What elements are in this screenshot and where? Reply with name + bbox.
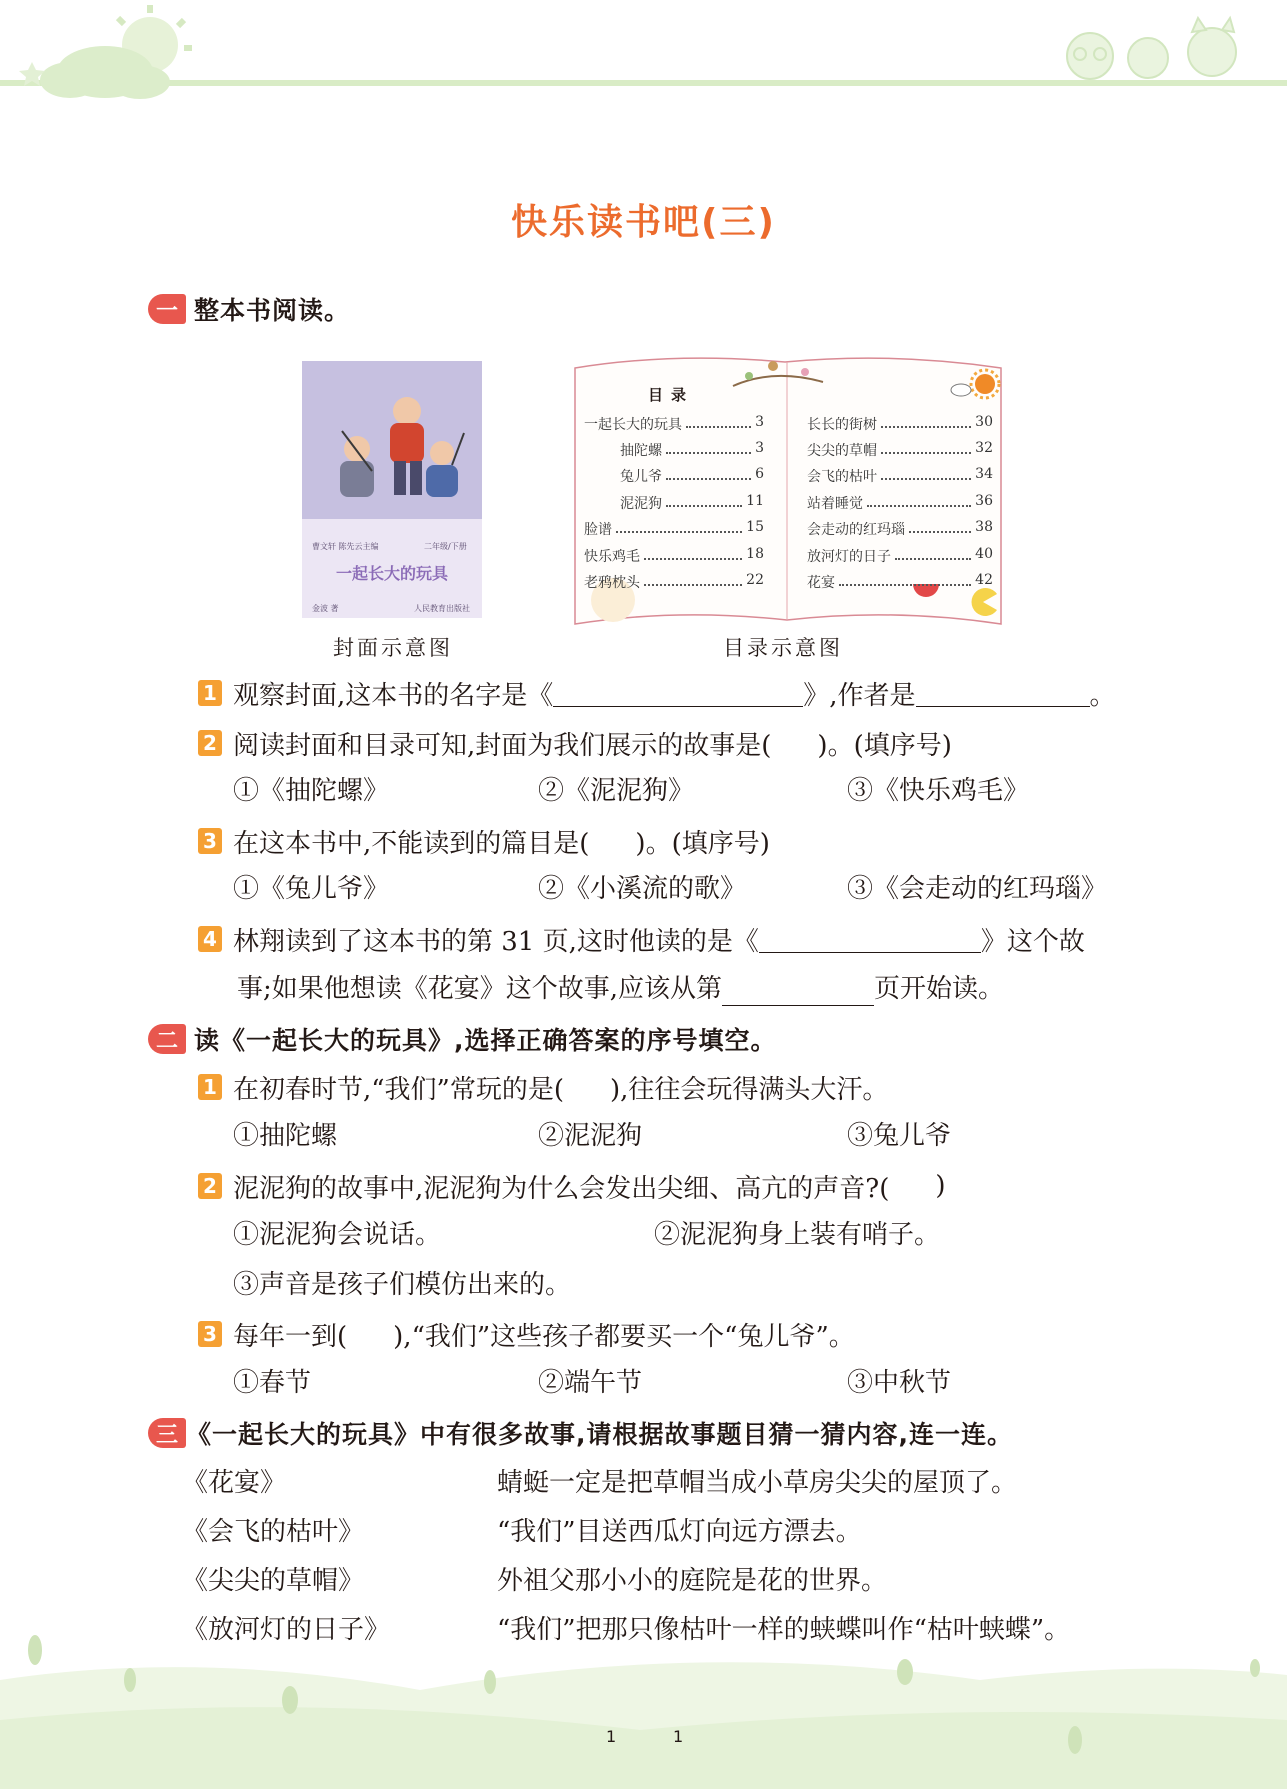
section-2-heading: 读《一起长大的玩具》,选择正确答案的序号填空。	[194, 1026, 777, 1055]
cover-title: 一起长大的玩具	[335, 564, 448, 583]
match-content[interactable]: 蜻蜓一定是把草帽当成小草房尖尖的屋顶了。	[497, 1468, 1018, 1498]
page-blank[interactable]	[722, 979, 874, 1006]
cover-caption: 封面示意图	[333, 636, 453, 660]
option: ②泥泥狗	[538, 1121, 643, 1151]
option: ②《泥泥狗》	[538, 776, 695, 806]
story-name-blank[interactable]	[759, 926, 981, 953]
page-number-left: 1	[606, 1727, 617, 1746]
animal-faces-icon	[1067, 18, 1236, 79]
author-blank[interactable]	[916, 680, 1090, 707]
section-3-badge: 三	[148, 1418, 186, 1448]
toc-item: 泥泥狗 11	[620, 493, 764, 512]
section-2-badge: 二	[148, 1024, 186, 1054]
book-cover-image	[302, 361, 482, 618]
s1-question-4: 4 林翔读到了这本书的第 31 页,这时他读的是《 》这个故	[198, 922, 1085, 956]
toc-item: 脸谱 15	[584, 519, 764, 538]
s1-question-2: 2 阅读封面和目录可知,封面为我们展示的故事是( )。(填序号)	[198, 726, 952, 760]
toc-item: 兔儿爷 6	[620, 466, 764, 485]
question-number: 2	[198, 730, 222, 756]
toc-item: 放河灯的日子 40	[807, 546, 993, 565]
book-name-blank[interactable]	[553, 680, 803, 707]
toc-item: 老鸦枕头 22	[584, 572, 764, 591]
toc-caption: 目录示意图	[723, 636, 843, 660]
s2-question-2: 2 泥泥狗的故事中,泥泥狗为什么会发出尖细、高亢的声音?( )	[198, 1169, 946, 1203]
toc-item: 长长的街树 30	[807, 414, 993, 433]
section-1-badge: 一	[148, 294, 186, 324]
toc-item: 一起长大的玩具 3	[584, 414, 764, 433]
page-title: 快乐读书吧(三)	[511, 202, 776, 243]
toc-item: 站着睡觉 36	[807, 493, 993, 512]
option: ①泥泥狗会说话。	[233, 1220, 442, 1250]
match-content[interactable]: 外祖父那小小的庭院是花的世界。	[497, 1566, 888, 1596]
match-title[interactable]: 《尖尖的草帽》	[182, 1566, 365, 1596]
option: ②泥泥狗身上装有哨子。	[654, 1220, 941, 1250]
option: ③《会走动的红玛瑙》	[847, 874, 1108, 904]
section-1-header	[148, 292, 350, 326]
toc-item: 会走动的红玛瑙 38	[807, 519, 993, 538]
cover-publisher: 人民教育出版社	[414, 604, 470, 613]
option: ②《小溪流的歌》	[538, 874, 747, 904]
match-title[interactable]: 《放河灯的日子》	[182, 1615, 391, 1645]
option: ②端午节	[538, 1368, 643, 1398]
option: ③中秋节	[847, 1368, 952, 1398]
toc-item: 快乐鸡毛 18	[584, 546, 764, 565]
option: ①春节	[233, 1368, 312, 1398]
s2-question-3: 3 每年一到( ),“我们”这些孩子都要买一个“兔儿爷”。	[198, 1317, 855, 1351]
section-3-header	[148, 1416, 1013, 1450]
match-title[interactable]: 《会飞的枯叶》	[182, 1517, 365, 1547]
question-number: 3	[198, 828, 222, 854]
children-playing-illustration	[302, 361, 482, 521]
option: ③兔儿爷	[847, 1121, 952, 1151]
match-content[interactable]: “我们”把那只像枯叶一样的蛱蝶叫作“枯叶蛱蝶”。	[497, 1615, 1071, 1645]
s2-question-1: 1 在初春时节,“我们”常玩的是( ),往往会玩得满头大汗。	[198, 1070, 888, 1104]
header-decoration	[0, 0, 1287, 120]
option: ①《兔儿爷》	[233, 874, 390, 904]
page-number-right: 1	[673, 1727, 684, 1746]
footer-hills-decoration	[0, 1620, 1287, 1789]
cover-author: 金波 著	[312, 604, 339, 613]
option: ①《抽陀螺》	[233, 776, 390, 806]
question-number: 1	[198, 1074, 222, 1100]
question-number: 3	[198, 1321, 222, 1347]
question-number: 4	[198, 926, 222, 952]
toc-item: 花宴 42	[807, 572, 993, 591]
option: ③《快乐鸡毛》	[847, 776, 1030, 806]
toc-item: 会飞的枯叶 34	[807, 466, 993, 485]
question-number: 2	[198, 1173, 222, 1199]
toc-item: 尖尖的草帽 32	[807, 440, 993, 459]
cloud-small-icon	[951, 384, 971, 396]
section-1-heading: 整本书阅读。	[194, 296, 351, 325]
match-content[interactable]: “我们”目送西瓜灯向远方漂去。	[497, 1517, 862, 1547]
option: ①抽陀螺	[233, 1121, 338, 1151]
toc-title: 目录	[648, 386, 695, 404]
s1-question-3: 3 在这本书中,不能读到的篇目是( )。(填序号)	[198, 824, 770, 858]
s1-question-1: 1 观察封面,这本书的名字是《 》,作者是 。	[198, 676, 1116, 710]
section-2-header	[148, 1022, 777, 1056]
section-3-heading: 《一起长大的玩具》中有很多故事,请根据故事题目猜一猜内容,连一连。	[186, 1420, 1013, 1449]
cover-grade: 二年级/下册	[424, 542, 467, 551]
option: ③声音是孩子们模仿出来的。	[233, 1270, 572, 1300]
toc-item: 抽陀螺 3	[620, 440, 764, 459]
match-title[interactable]: 《花宴》	[182, 1468, 287, 1498]
s1-question-4-cont: 事;如果他想读《花宴》这个故事,应该从第 页开始读。	[237, 974, 1005, 1004]
question-number: 1	[198, 680, 222, 706]
cover-editors: 曹文轩 陈先云主编	[312, 542, 379, 551]
